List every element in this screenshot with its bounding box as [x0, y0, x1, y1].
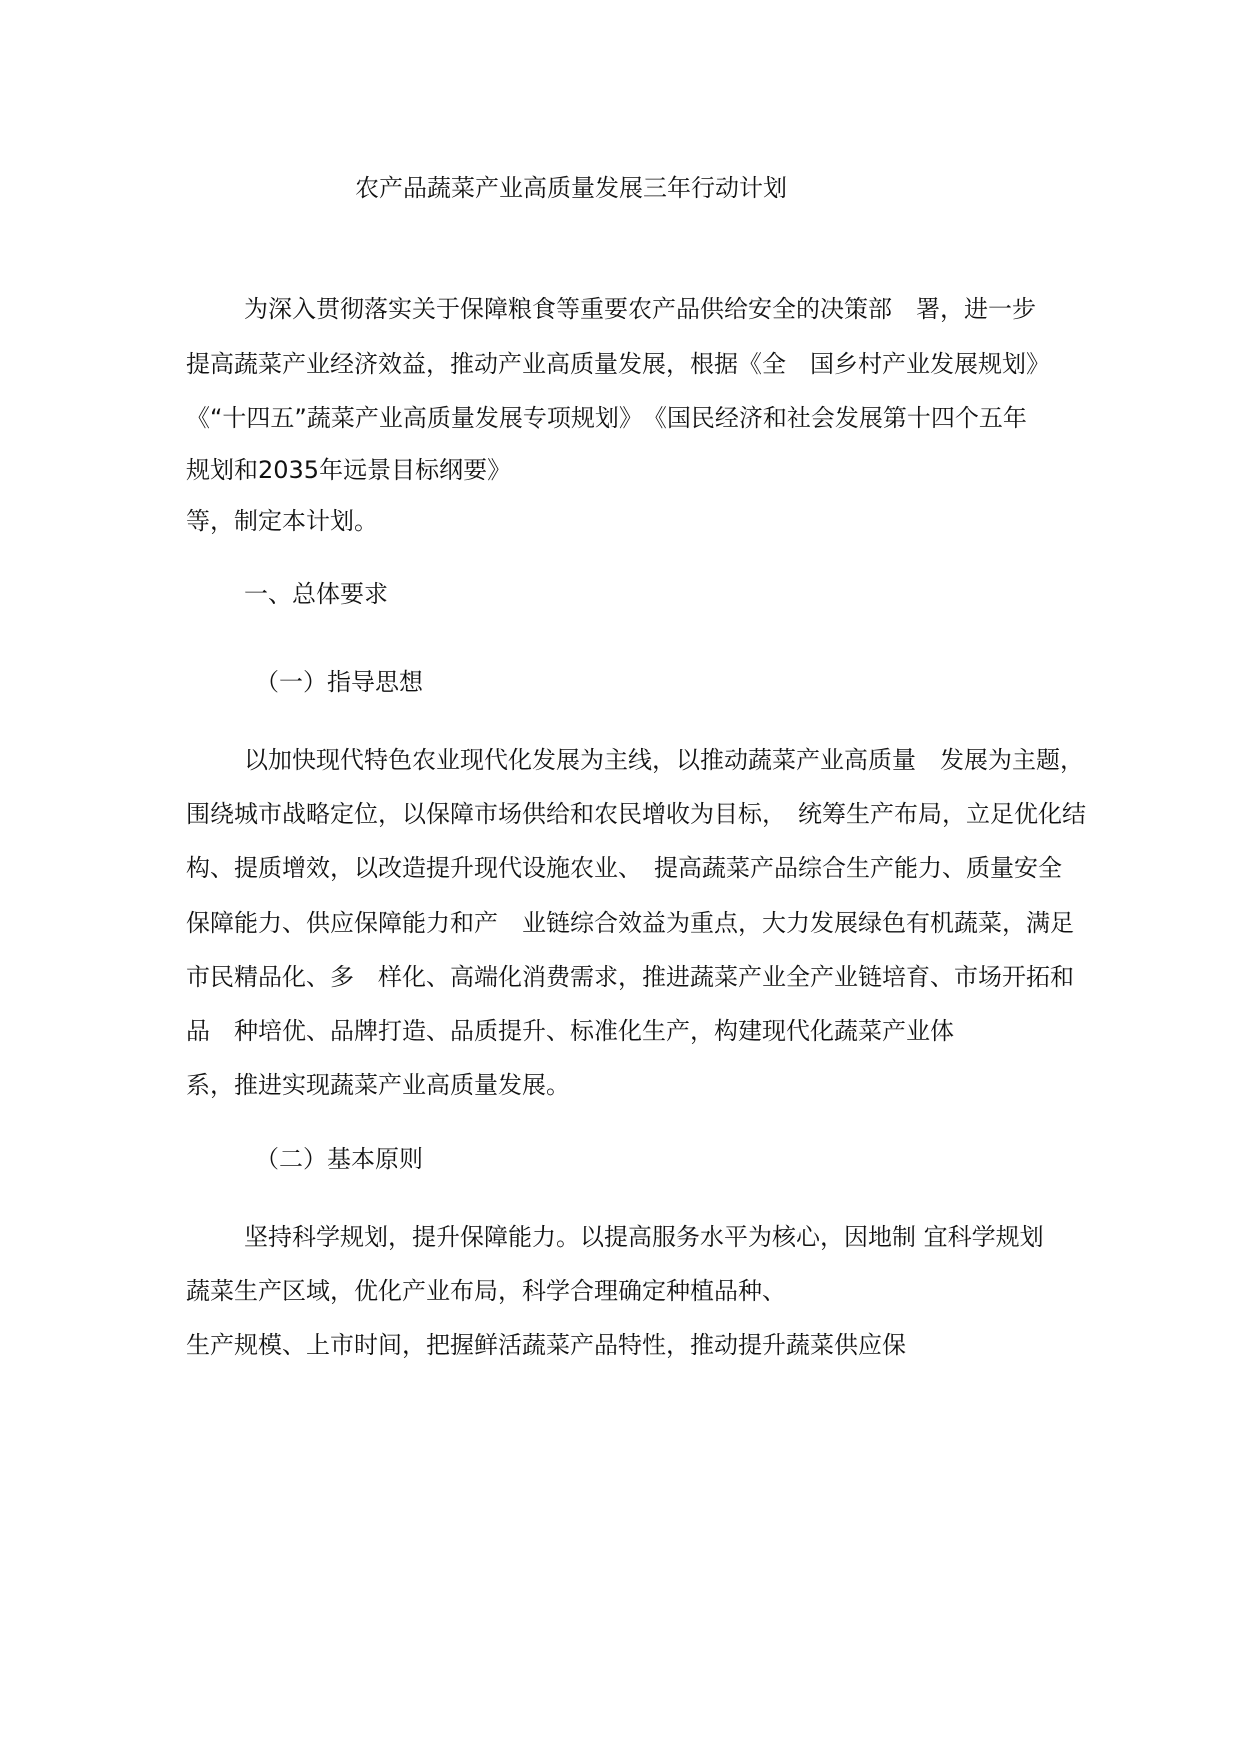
guiding-line-4: 保障能力、供应保障能力和产 业链综合效益为重点，大力发展绿色有机蔬菜，满足 — [186, 909, 1074, 937]
subsection-1-heading: （一）指导思想 — [255, 668, 423, 696]
principles-line-3: 生产规模、上市时间，把握鲜活蔬菜产品特性，推动提升蔬菜供应保 — [186, 1331, 906, 1359]
guiding-line-2: 围绕城市战略定位，以保障市场供给和农民增收为目标， 统筹生产布局，立足优化结 — [186, 800, 1086, 828]
intro-line-3: 《“十四五”蔬菜产业高质量发展专项规划》 《国民经济和社会发展第十四个五年 — [186, 404, 1027, 432]
guiding-line-6: 品 种培优、品牌打造、品质提升、标准化生产，构建现代化蔬菜产业体 — [186, 1017, 954, 1045]
subsection-2-heading: （二）基本原则 — [255, 1145, 423, 1173]
document-title: 农产品蔬菜产业高质量发展三年行动计划 — [355, 174, 787, 202]
principles-line-2: 蔬菜生产区域，优化产业布局，科学合理确定种植品种、 — [186, 1277, 786, 1305]
guiding-line-5: 市民精品化、多 样化、高端化消费需求，推进蔬菜产业全产业链培育、市场开拓和 — [186, 963, 1074, 991]
principles-line-1: 坚持科学规划，提升保障能力。以提高服务水平为核心，因地制 宜科学规划 — [244, 1223, 1044, 1251]
section-1-heading: 一、总体要求 — [244, 580, 388, 608]
guiding-line-7: 系，推进实现蔬菜产业高质量发展。 — [186, 1071, 570, 1099]
intro-line-1: 为深入贯彻落实关于保障粮食等重要农产品供给安全的决策部 署，进一步 — [244, 295, 1036, 323]
guiding-line-1: 以加快现代特色农业现代化发展为主线，以推动蔬菜产业高质量 发展为主题， — [244, 746, 1084, 774]
intro-line-5: 等，制定本计划。 — [186, 507, 378, 535]
guiding-line-3: 构、提质增效，以改造提升现代设施农业、 提高蔬菜产品综合生产能力、质量安全 — [186, 854, 1062, 882]
intro-line-4: 规划和2035年远景目标纲要》 — [186, 456, 512, 484]
intro-line-2: 提高蔬菜产业经济效益，推动产业高质量发展，根据《全 国乡村产业发展规划》 — [186, 350, 1050, 378]
